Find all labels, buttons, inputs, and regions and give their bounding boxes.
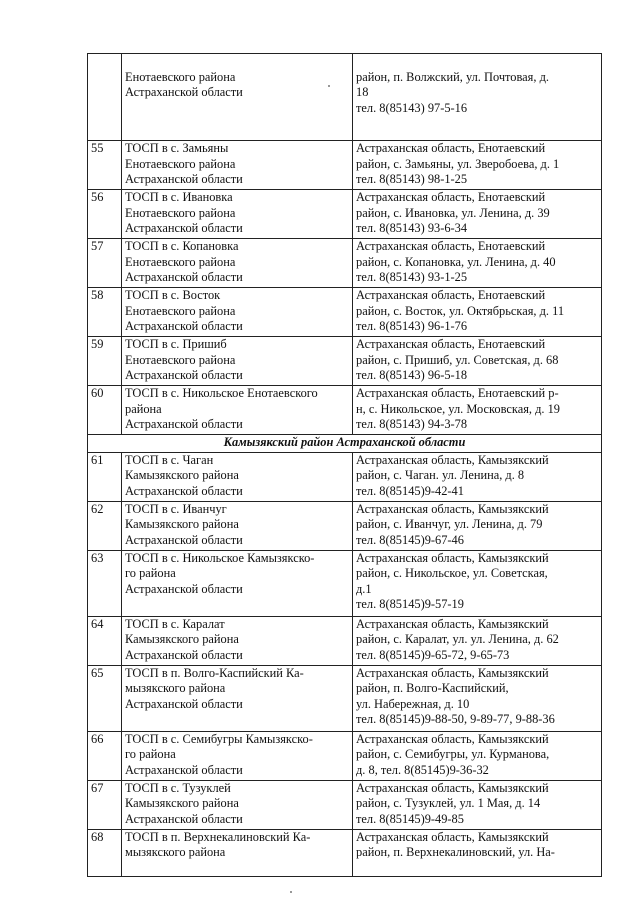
table-row xyxy=(88,141,602,190)
table-body xyxy=(88,54,602,877)
document-page xyxy=(87,53,601,877)
table-row xyxy=(88,501,602,550)
table-row xyxy=(88,616,602,665)
organization-address: Астраханская область, Енотаевский р- н, с. Никольское, ул. Московская, д. 19 тел. 8(85143) 94-3-78 xyxy=(353,386,602,435)
table-row xyxy=(88,550,602,616)
row-number: 67 xyxy=(88,780,122,829)
organization-address: Астраханская область, Енотаевский район, с. Пришиб, ул. Советская, д. 68 тел. 8(85143) 96-5-18 xyxy=(353,337,602,386)
row-number: 60 xyxy=(88,386,122,435)
table-row xyxy=(88,731,602,780)
organization-name: ТОСП в с. Семибугры Камызякско- го района Астраханской области xyxy=(122,731,353,780)
table-row xyxy=(88,665,602,731)
organization-address: Астраханская область, Камызякский район, с. Чаган. ул. Ленина, д. 8 тел. 8(85145)9-42-41 xyxy=(353,452,602,501)
row-number: 63 xyxy=(88,550,122,616)
organization-address: Астраханская область, Камызякский район, с. Никольское, ул. Советская, д.1 тел. 8(85145)9-57-19 xyxy=(353,550,602,616)
organization-address: Астраханская область, Енотаевский район, с. Копановка, ул. Ленина, д. 40 тел. 8(85143) 93-1-25 xyxy=(353,239,602,288)
organization-name: ТОСП в с. Никольское Камызякско- го района Астраханской области xyxy=(122,550,353,616)
organization-name: ТОСП в с. Пришиб Енотаевского района Астраханской области xyxy=(122,337,353,386)
table-row xyxy=(88,239,602,288)
row-number: 59 xyxy=(88,337,122,386)
row-number: 55 xyxy=(88,141,122,190)
organization-address: Астраханская область, Енотаевский район, с. Ивановка, ул. Ленина, д. 39 тел. 8(85143) 93-6-34 xyxy=(353,190,602,239)
section-header-row xyxy=(88,435,602,453)
organizations-table xyxy=(87,53,602,877)
organization-address: Астраханская область, Камызякский район, с. Семибугры, ул. Курманова, д. 8, тел. 8(85145)9-36-32 xyxy=(353,731,602,780)
table-row xyxy=(88,337,602,386)
organization-name: ТОСП в с. Никольское Енотаевского района Астраханской области xyxy=(122,386,353,435)
organization-address: Астраханская область, Камызякский район, п. Волго-Каспийский, ул. Набережная, д. 10 тел. 8(85145)9-88-50, 9-89-77, 9-88-36 xyxy=(353,665,602,731)
table-row xyxy=(88,288,602,337)
organization-name: ТОСП в с. Иванчуг Камызякского района Астраханской области xyxy=(122,501,353,550)
row-number: 68 xyxy=(88,829,122,876)
organization-name: Енотаевского района Астраханской области xyxy=(122,54,353,141)
table-row xyxy=(88,829,602,876)
organization-name: ТОСП в с. Чаган Камызякского района Астраханской области xyxy=(122,452,353,501)
organization-address: Астраханская область, Камызякский район, с. Иванчуг, ул. Ленина, д. 79 тел. 8(85145)9-67-46 xyxy=(353,501,602,550)
row-number: 57 xyxy=(88,239,122,288)
organization-name: ТОСП в с. Тузуклей Камызякского района Астраханской области xyxy=(122,780,353,829)
organization-name: ТОСП в п. Волго-Каспийский Ка- мызякского района Астраханской области xyxy=(122,665,353,731)
organization-name: ТОСП в с. Замьяны Енотаевского района Астраханской области xyxy=(122,141,353,190)
organization-address: Астраханская область, Енотаевский район, с. Замьяны, ул. Зверобоева, д. 1 тел. 8(85143) 98-1-25 xyxy=(353,141,602,190)
row-number: 66 xyxy=(88,731,122,780)
row-number: 56 xyxy=(88,190,122,239)
organization-address: район, п. Волжский, ул. Почтовая, д. 18 тел. 8(85143) 97-5-16 xyxy=(353,54,602,141)
row-number: 64 xyxy=(88,616,122,665)
organization-address: Астраханская область, Енотаевский район, с. Восток, ул. Октябрьская, д. 11 тел. 8(85143) 96-1-76 xyxy=(353,288,602,337)
organization-name: ТОСП в с. Каралат Камызякского района Астраханской области xyxy=(122,616,353,665)
row-number: 62 xyxy=(88,501,122,550)
organization-name: ТОСП в с. Восток Енотаевского района Астраханской области xyxy=(122,288,353,337)
row-number: 61 xyxy=(88,452,122,501)
table-row xyxy=(88,780,602,829)
table-row xyxy=(88,452,602,501)
organization-name: ТОСП в с. Ивановка Енотаевского района Астраханской области xyxy=(122,190,353,239)
table-row xyxy=(88,190,602,239)
organization-name: ТОСП в п. Верхнекалиновский Ка- мызякского района xyxy=(122,829,353,876)
organization-address: Астраханская область, Камызякский район, п. Верхнекалиновский, ул. На- xyxy=(353,829,602,876)
section-title: Камызякский район Астраханской области xyxy=(88,435,602,453)
organization-name: ТОСП в с. Копановка Енотаевского района Астраханской области xyxy=(122,239,353,288)
table-row xyxy=(88,386,602,435)
organization-address: Астраханская область, Камызякский район, с. Тузуклей, ул. 1 Мая, д. 14 тел. 8(85145)9-49-85 xyxy=(353,780,602,829)
organization-address: Астраханская область, Камызякский район, с. Каралат, ул. ул. Ленина, д. 62 тел. 8(85145)9-65-72, 9-65-73 xyxy=(353,616,602,665)
table-row xyxy=(88,54,602,141)
scan-speck xyxy=(328,85,330,87)
row-number: 58 xyxy=(88,288,122,337)
row-number: 65 xyxy=(88,665,122,731)
row-number xyxy=(88,54,122,141)
scan-speck xyxy=(290,891,292,893)
